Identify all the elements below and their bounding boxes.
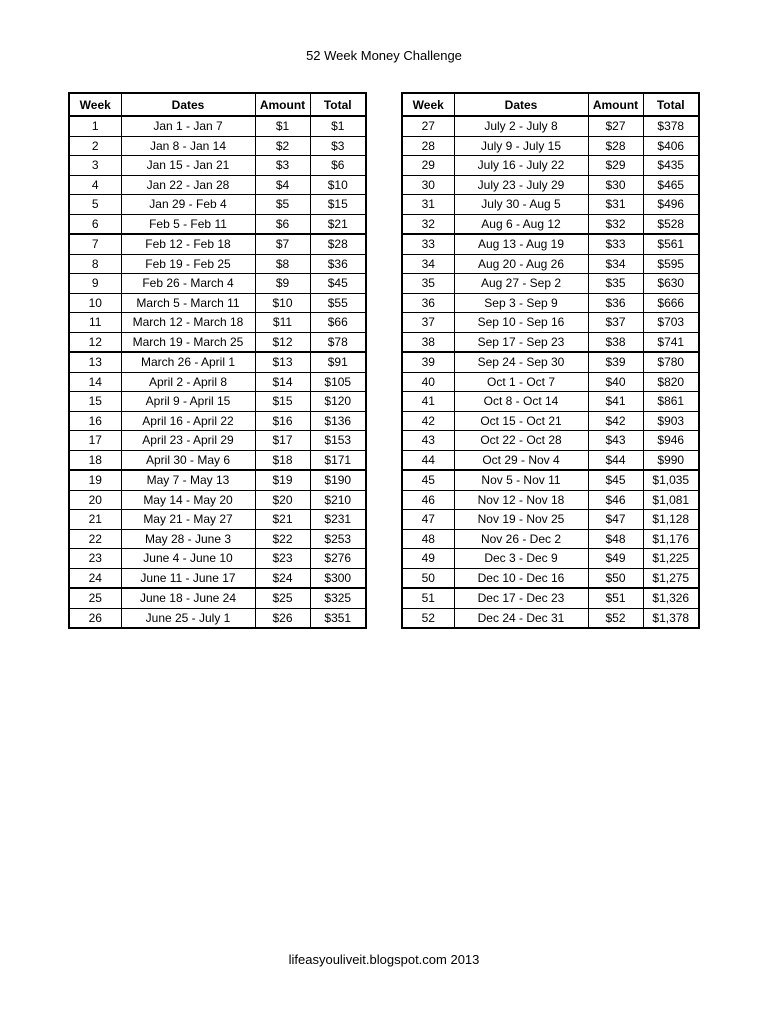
cell-dates: Oct 22 - Oct 28: [454, 431, 588, 451]
table-row: [402, 450, 699, 470]
cell-total: $1,326: [643, 588, 699, 608]
cell-amount: $43: [588, 431, 643, 451]
cell-week: 5: [69, 195, 121, 215]
cell-dates: March 26 - April 1: [121, 352, 255, 372]
table-header-row: [402, 93, 699, 116]
cell-dates: Aug 6 - Aug 12: [454, 214, 588, 234]
cell-amount: $23: [255, 549, 310, 569]
cell-dates: Sep 17 - Sep 23: [454, 332, 588, 352]
cell-dates: Aug 13 - Aug 19: [454, 234, 588, 254]
table-row: [69, 372, 366, 392]
cell-total: $561: [643, 234, 699, 254]
page-title: 52 Week Money Challenge: [306, 48, 462, 63]
cell-dates: April 30 - May 6: [121, 450, 255, 470]
cell-total: $595: [643, 254, 699, 274]
cell-total: $1,035: [643, 470, 699, 490]
table-row: [69, 411, 366, 431]
cell-amount: $30: [588, 175, 643, 195]
cell-dates: Nov 12 - Nov 18: [454, 490, 588, 510]
cell-amount: $13: [255, 352, 310, 372]
cell-total: $276: [310, 549, 366, 569]
cell-total: $190: [310, 470, 366, 490]
table-row: [69, 156, 366, 176]
cell-total: $990: [643, 450, 699, 470]
column-header-dates: Dates: [121, 93, 255, 116]
cell-dates: July 16 - July 22: [454, 156, 588, 176]
cell-week: 30: [402, 175, 454, 195]
cell-total: $253: [310, 529, 366, 549]
table-row: [69, 234, 366, 254]
cell-total: $231: [310, 510, 366, 530]
cell-week: 19: [69, 470, 121, 490]
cell-dates: Feb 26 - March 4: [121, 274, 255, 294]
table-row: [402, 156, 699, 176]
cell-total: $528: [643, 214, 699, 234]
cell-total: $15: [310, 195, 366, 215]
cell-week: 52: [402, 608, 454, 628]
cell-amount: $48: [588, 529, 643, 549]
cell-week: 31: [402, 195, 454, 215]
cell-dates: Jan 22 - Jan 28: [121, 175, 255, 195]
cell-total: $171: [310, 450, 366, 470]
cell-week: 25: [69, 588, 121, 608]
table-row: [402, 510, 699, 530]
cell-week: 35: [402, 274, 454, 294]
cell-amount: $41: [588, 392, 643, 412]
cell-total: $55: [310, 293, 366, 313]
cell-week: 49: [402, 549, 454, 569]
cell-week: 4: [69, 175, 121, 195]
table-row: [69, 293, 366, 313]
cell-amount: $12: [255, 332, 310, 352]
cell-dates: Oct 8 - Oct 14: [454, 392, 588, 412]
cell-amount: $35: [588, 274, 643, 294]
cell-amount: $42: [588, 411, 643, 431]
cell-dates: May 28 - June 3: [121, 529, 255, 549]
cell-dates: Feb 5 - Feb 11: [121, 214, 255, 234]
cell-amount: $25: [255, 588, 310, 608]
cell-amount: $29: [588, 156, 643, 176]
cell-dates: Sep 3 - Sep 9: [454, 293, 588, 313]
cell-week: 14: [69, 372, 121, 392]
cell-total: $435: [643, 156, 699, 176]
cell-dates: Jan 15 - Jan 21: [121, 156, 255, 176]
cell-week: 43: [402, 431, 454, 451]
cell-total: $1,081: [643, 490, 699, 510]
cell-total: $105: [310, 372, 366, 392]
table-row: [402, 392, 699, 412]
cell-total: $36: [310, 254, 366, 274]
table-row: [69, 274, 366, 294]
cell-week: 24: [69, 568, 121, 588]
table-row: [402, 431, 699, 451]
cell-amount: $21: [255, 510, 310, 530]
column-header-amount: Amount: [255, 93, 310, 116]
table-row: [402, 254, 699, 274]
column-header-total: Total: [643, 93, 699, 116]
cell-total: $21: [310, 214, 366, 234]
cell-amount: $7: [255, 234, 310, 254]
table-row: [69, 431, 366, 451]
cell-total: $153: [310, 431, 366, 451]
cell-total: $1,176: [643, 529, 699, 549]
cell-week: 36: [402, 293, 454, 313]
cell-amount: $36: [588, 293, 643, 313]
cell-amount: $40: [588, 372, 643, 392]
cell-week: 33: [402, 234, 454, 254]
table-row: [69, 510, 366, 530]
cell-dates: Oct 29 - Nov 4: [454, 450, 588, 470]
cell-dates: April 23 - April 29: [121, 431, 255, 451]
cell-total: $861: [643, 392, 699, 412]
cell-dates: Aug 27 - Sep 2: [454, 274, 588, 294]
column-header-week: Week: [69, 93, 121, 116]
cell-total: $703: [643, 313, 699, 333]
cell-total: $28: [310, 234, 366, 254]
cell-dates: July 30 - Aug 5: [454, 195, 588, 215]
table-row: [69, 608, 366, 628]
table-row: [69, 588, 366, 608]
footer-credit: lifeasyouliveit.blogspot.com 2013: [288, 952, 480, 967]
cell-week: 12: [69, 332, 121, 352]
cell-total: $1: [310, 116, 366, 136]
cell-amount: $26: [255, 608, 310, 628]
cell-dates: Dec 10 - Dec 16: [454, 568, 588, 588]
table-row: [402, 293, 699, 313]
cell-total: $120: [310, 392, 366, 412]
cell-amount: $10: [255, 293, 310, 313]
cell-amount: $38: [588, 332, 643, 352]
table-row: [69, 529, 366, 549]
cell-week: 39: [402, 352, 454, 372]
column-header-total: Total: [310, 93, 366, 116]
cell-dates: Jan 29 - Feb 4: [121, 195, 255, 215]
cell-amount: $14: [255, 372, 310, 392]
cell-amount: $19: [255, 470, 310, 490]
cell-dates: March 5 - March 11: [121, 293, 255, 313]
cell-week: 22: [69, 529, 121, 549]
cell-week: 38: [402, 332, 454, 352]
cell-dates: Dec 24 - Dec 31: [454, 608, 588, 628]
cell-dates: Feb 12 - Feb 18: [121, 234, 255, 254]
table-row: [402, 352, 699, 372]
cell-total: $741: [643, 332, 699, 352]
table-row: [69, 214, 366, 234]
cell-amount: $9: [255, 274, 310, 294]
cell-amount: $51: [588, 588, 643, 608]
cell-amount: $20: [255, 490, 310, 510]
cell-week: 28: [402, 136, 454, 156]
table-row: [402, 136, 699, 156]
cell-week: 13: [69, 352, 121, 372]
cell-total: $406: [643, 136, 699, 156]
cell-total: $136: [310, 411, 366, 431]
cell-dates: May 21 - May 27: [121, 510, 255, 530]
cell-dates: June 18 - June 24: [121, 588, 255, 608]
cell-week: 26: [69, 608, 121, 628]
cell-total: $946: [643, 431, 699, 451]
cell-dates: July 23 - July 29: [454, 175, 588, 195]
cell-total: $10: [310, 175, 366, 195]
cell-amount: $18: [255, 450, 310, 470]
cell-week: 3: [69, 156, 121, 176]
cell-week: 10: [69, 293, 121, 313]
table-row: [402, 568, 699, 588]
cell-week: 46: [402, 490, 454, 510]
cell-dates: June 4 - June 10: [121, 549, 255, 569]
table-row: [402, 372, 699, 392]
column-header-dates: Dates: [454, 93, 588, 116]
cell-week: 44: [402, 450, 454, 470]
table-row: [402, 116, 699, 136]
cell-week: 47: [402, 510, 454, 530]
cell-total: $66: [310, 313, 366, 333]
cell-week: 7: [69, 234, 121, 254]
cell-amount: $49: [588, 549, 643, 569]
table-row: [69, 549, 366, 569]
cell-dates: Oct 1 - Oct 7: [454, 372, 588, 392]
cell-amount: $5: [255, 195, 310, 215]
table-row: [69, 116, 366, 136]
cell-total: $630: [643, 274, 699, 294]
cell-week: 9: [69, 274, 121, 294]
cell-amount: $1: [255, 116, 310, 136]
cell-week: 41: [402, 392, 454, 412]
cell-total: $6: [310, 156, 366, 176]
table-row: [402, 195, 699, 215]
table-row: [69, 254, 366, 274]
cell-amount: $27: [588, 116, 643, 136]
column-header-week: Week: [402, 93, 454, 116]
cell-dates: Aug 20 - Aug 26: [454, 254, 588, 274]
table-row: [69, 490, 366, 510]
cell-week: 32: [402, 214, 454, 234]
cell-total: $1,128: [643, 510, 699, 530]
cell-week: 45: [402, 470, 454, 490]
column-header-amount: Amount: [588, 93, 643, 116]
cell-week: 8: [69, 254, 121, 274]
cell-amount: $15: [255, 392, 310, 412]
table-row: [402, 214, 699, 234]
table-row: [69, 568, 366, 588]
cell-week: 15: [69, 392, 121, 412]
cell-total: $78: [310, 332, 366, 352]
cell-week: 18: [69, 450, 121, 470]
cell-dates: March 12 - March 18: [121, 313, 255, 333]
cell-week: 48: [402, 529, 454, 549]
cell-total: $1,378: [643, 608, 699, 628]
cell-dates: Dec 3 - Dec 9: [454, 549, 588, 569]
table-row: [69, 392, 366, 412]
table-row: [69, 352, 366, 372]
cell-total: $496: [643, 195, 699, 215]
cell-dates: Feb 19 - Feb 25: [121, 254, 255, 274]
table-row: [402, 529, 699, 549]
cell-dates: Jan 1 - Jan 7: [121, 116, 255, 136]
cell-amount: $28: [588, 136, 643, 156]
cell-week: 50: [402, 568, 454, 588]
cell-amount: $39: [588, 352, 643, 372]
cell-amount: $32: [588, 214, 643, 234]
schedule-table-weeks-1-26: [68, 92, 367, 629]
table-row: [69, 195, 366, 215]
cell-week: 2: [69, 136, 121, 156]
cell-dates: June 25 - July 1: [121, 608, 255, 628]
cell-week: 1: [69, 116, 121, 136]
cell-total: $666: [643, 293, 699, 313]
cell-amount: $2: [255, 136, 310, 156]
cell-week: 16: [69, 411, 121, 431]
cell-total: $300: [310, 568, 366, 588]
cell-amount: $17: [255, 431, 310, 451]
cell-amount: $22: [255, 529, 310, 549]
cell-amount: $45: [588, 470, 643, 490]
table-row: [69, 313, 366, 333]
table-body: [402, 116, 699, 628]
cell-amount: $52: [588, 608, 643, 628]
table-body: [69, 116, 366, 628]
cell-dates: July 2 - July 8: [454, 116, 588, 136]
cell-total: $91: [310, 352, 366, 372]
table-row: [402, 490, 699, 510]
cell-total: $1,275: [643, 568, 699, 588]
cell-dates: May 7 - May 13: [121, 470, 255, 490]
cell-total: $325: [310, 588, 366, 608]
table-row: [402, 470, 699, 490]
cell-total: $1,225: [643, 549, 699, 569]
cell-week: 51: [402, 588, 454, 608]
table-row: [69, 175, 366, 195]
cell-week: 42: [402, 411, 454, 431]
cell-total: $820: [643, 372, 699, 392]
cell-amount: $50: [588, 568, 643, 588]
cell-total: $45: [310, 274, 366, 294]
cell-total: $780: [643, 352, 699, 372]
table-row: [69, 332, 366, 352]
cell-week: 6: [69, 214, 121, 234]
cell-amount: $6: [255, 214, 310, 234]
cell-total: $210: [310, 490, 366, 510]
table-row: [402, 588, 699, 608]
table-row: [69, 136, 366, 156]
cell-amount: $4: [255, 175, 310, 195]
cell-total: $903: [643, 411, 699, 431]
cell-week: 21: [69, 510, 121, 530]
table-row: [402, 234, 699, 254]
cell-week: 40: [402, 372, 454, 392]
cell-dates: Nov 26 - Dec 2: [454, 529, 588, 549]
cell-week: 23: [69, 549, 121, 569]
cell-dates: Dec 17 - Dec 23: [454, 588, 588, 608]
cell-amount: $3: [255, 156, 310, 176]
table-row: [402, 411, 699, 431]
cell-dates: Nov 19 - Nov 25: [454, 510, 588, 530]
table-row: [402, 175, 699, 195]
cell-week: 29: [402, 156, 454, 176]
cell-total: $3: [310, 136, 366, 156]
cell-amount: $47: [588, 510, 643, 530]
cell-total: $351: [310, 608, 366, 628]
table-row: [402, 608, 699, 628]
cell-week: 37: [402, 313, 454, 333]
cell-dates: July 9 - July 15: [454, 136, 588, 156]
table-row: [402, 274, 699, 294]
table-row: [69, 470, 366, 490]
cell-dates: Sep 10 - Sep 16: [454, 313, 588, 333]
table-header-row: [69, 93, 366, 116]
table-row: [402, 549, 699, 569]
cell-amount: $11: [255, 313, 310, 333]
cell-dates: March 19 - March 25: [121, 332, 255, 352]
schedule-table-weeks-27-52: [401, 92, 700, 629]
cell-amount: $37: [588, 313, 643, 333]
cell-dates: Oct 15 - Oct 21: [454, 411, 588, 431]
cell-dates: April 16 - April 22: [121, 411, 255, 431]
cell-week: 27: [402, 116, 454, 136]
cell-week: 20: [69, 490, 121, 510]
cell-dates: April 2 - April 8: [121, 372, 255, 392]
cell-amount: $44: [588, 450, 643, 470]
cell-amount: $34: [588, 254, 643, 274]
cell-dates: Nov 5 - Nov 11: [454, 470, 588, 490]
cell-amount: $16: [255, 411, 310, 431]
cell-dates: June 11 - June 17: [121, 568, 255, 588]
cell-dates: April 9 - April 15: [121, 392, 255, 412]
cell-amount: $46: [588, 490, 643, 510]
cell-amount: $33: [588, 234, 643, 254]
table-row: [69, 450, 366, 470]
cell-amount: $24: [255, 568, 310, 588]
cell-week: 34: [402, 254, 454, 274]
cell-dates: Jan 8 - Jan 14: [121, 136, 255, 156]
cell-dates: Sep 24 - Sep 30: [454, 352, 588, 372]
cell-amount: $31: [588, 195, 643, 215]
cell-total: $465: [643, 175, 699, 195]
table-row: [402, 332, 699, 352]
cell-week: 11: [69, 313, 121, 333]
cell-amount: $8: [255, 254, 310, 274]
cell-total: $378: [643, 116, 699, 136]
cell-dates: May 14 - May 20: [121, 490, 255, 510]
cell-week: 17: [69, 431, 121, 451]
table-row: [402, 313, 699, 333]
